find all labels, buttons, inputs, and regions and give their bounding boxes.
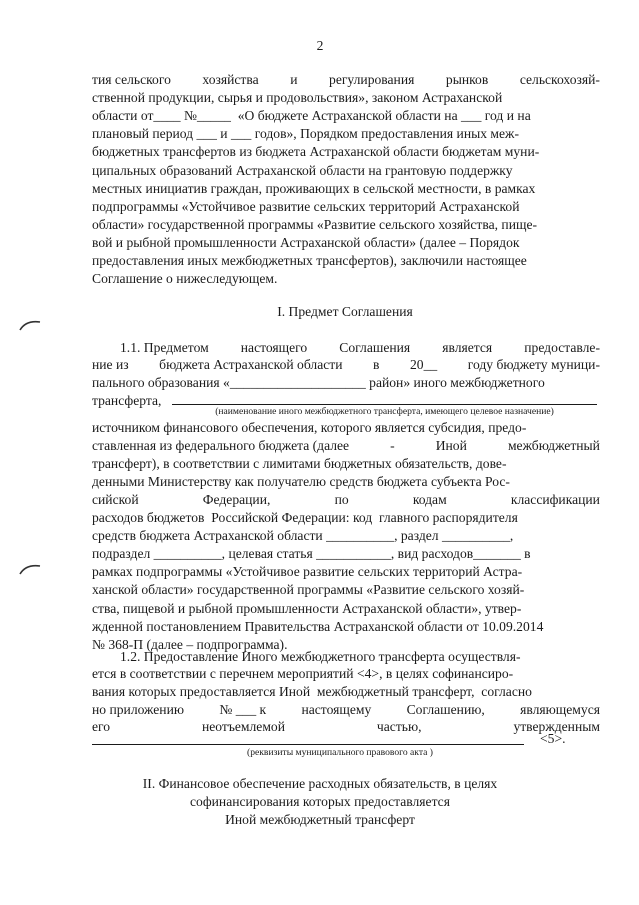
text-word: бюджета Астраханской области bbox=[159, 357, 343, 372]
text-word: № ___ к bbox=[219, 702, 267, 717]
text-word: году бюджету муници- bbox=[467, 357, 600, 372]
text-line bbox=[92, 719, 600, 735]
text-word: утвержденным bbox=[513, 719, 600, 734]
text-word: настоящего bbox=[240, 340, 308, 355]
text-word: ние из bbox=[92, 357, 129, 372]
text-word: настоящему bbox=[301, 702, 372, 717]
text-word: Соглашения bbox=[339, 340, 411, 355]
text-line: плановый период ___ и ___ годов», Порядком предоставления иных меж- bbox=[92, 126, 519, 142]
text-line: трансферта, bbox=[92, 393, 162, 408]
text-line: бюджетных трансфертов из бюджета Астраханской области бюджетам муни- bbox=[92, 144, 540, 160]
text-word: Иной bbox=[435, 438, 467, 454]
text-word: межбюджетный bbox=[507, 438, 600, 454]
section-2-title-line: II. Финансовое обеспечение расходных обязательств, в целях bbox=[142, 776, 498, 791]
text-line: ханской области» государственной программы «Развитие сельского хозяй- bbox=[92, 582, 525, 598]
text-line: области от____ №_____ «О бюджете Астраханской области на ___ год и на bbox=[92, 108, 531, 124]
text-word: 1.1. Предметом bbox=[120, 340, 209, 355]
text-line: предоставления иных межбюджетных трансфертов), заключили настоящее bbox=[92, 253, 527, 268]
text-word: неотъемлемой bbox=[201, 719, 286, 734]
text-word: и bbox=[290, 72, 298, 87]
text-word: являющемуся bbox=[520, 702, 600, 717]
text-word: Соглашению, bbox=[406, 702, 485, 717]
footnote-ref-5: <5>. bbox=[540, 731, 566, 746]
text-word: частью, bbox=[376, 719, 422, 734]
text-line: ственной продукции, сырья и продовольствия», законом Астраханской bbox=[92, 90, 503, 106]
text-line: ства, пищевой и рыбной промышленности Астраханской области», утвер- bbox=[92, 600, 522, 616]
text-word: тия сельского bbox=[92, 72, 171, 87]
text-line bbox=[92, 72, 600, 88]
act-requisites-caption: (реквизиты муниципального правового акта ) bbox=[247, 747, 433, 758]
text-line: подраздел __________, целевая статья ___________, вид расходов_______ в bbox=[92, 546, 531, 562]
text-line: № 368-П (далее – подпрограмма). bbox=[92, 636, 288, 652]
text-word: является bbox=[442, 340, 493, 355]
section-1-title: I. Предмет Соглашения bbox=[277, 304, 413, 319]
text-line bbox=[92, 702, 600, 718]
text-line bbox=[120, 340, 600, 356]
text-word: ставленная из федерального бюджета (далее bbox=[92, 438, 350, 454]
text-word: в bbox=[373, 357, 380, 372]
text-line: расходов бюджетов Российской Федерации: код главного распорядителя bbox=[92, 510, 518, 526]
text-word: сельскохозяй- bbox=[519, 72, 600, 87]
text-word: регулирования bbox=[329, 72, 415, 87]
text-line bbox=[92, 492, 600, 508]
text-line: 1.2. Предоставление Иного межбюджетного трансферта осуществля- bbox=[120, 649, 521, 664]
text-word: но приложению bbox=[92, 702, 185, 717]
text-word: хозяйства bbox=[202, 72, 259, 87]
text-line: пального образования «____________________ район» иного межбюджетного bbox=[92, 375, 545, 390]
text-line: ципальных образований Астраханской области на грантовую поддержку bbox=[92, 162, 513, 178]
margin-mark bbox=[18, 562, 44, 576]
transfer-name-caption: (наименование иного межбюджетного трансферта, имеющего целевое назначение) bbox=[215, 406, 554, 417]
margin-mark bbox=[18, 318, 44, 332]
section-2-title-line: Иной межбюджетный трансферт bbox=[225, 812, 415, 827]
text-line: ется в соответствии с перечнем мероприятий <4>, в целях софинансиро- bbox=[92, 666, 514, 681]
text-word: сийской bbox=[92, 492, 139, 508]
text-line: вой и рыбной промышленности Астраханской области» (далее – Порядок bbox=[92, 234, 520, 250]
transfer-name-line bbox=[172, 404, 597, 405]
text-line bbox=[92, 357, 600, 373]
act-requisites-line bbox=[92, 744, 524, 745]
text-line: рамках подпрограммы «Устойчивое развитие сельских территорий Астра- bbox=[92, 564, 523, 580]
text-word: 20__ bbox=[409, 357, 438, 372]
text-line: источником финансового обеспечения, которого является субсидия, предо- bbox=[92, 420, 527, 435]
text-line: средств бюджета Астраханской области __________, раздел __________, bbox=[92, 528, 514, 544]
text-word: его bbox=[92, 719, 111, 734]
text-line: вания которых предоставляется Иной межбюджетный трансферт, согласно bbox=[92, 684, 532, 699]
text-word: предоставле- bbox=[524, 340, 600, 355]
text-line bbox=[92, 438, 600, 454]
text-word: рынков bbox=[445, 72, 489, 87]
text-line: денными Министерству как получателю средств бюджета субъекта Рос- bbox=[92, 474, 510, 490]
text-line: области» государственной программы «Развитие сельского хозяйства, пище- bbox=[92, 216, 538, 232]
text-word: Федерации, bbox=[202, 492, 271, 508]
text-line: трансферт), в соответствии с лимитами бюджетных обязательств, дове- bbox=[92, 456, 507, 472]
text-word: по bbox=[334, 492, 349, 508]
page-number: 2 bbox=[316, 38, 324, 53]
text-word: кодам bbox=[412, 492, 447, 508]
section-2-title-line: софинансирования которых предоставляется bbox=[190, 794, 450, 809]
text-word: классификации bbox=[510, 492, 600, 508]
text-line: Соглашение о нижеследующем. bbox=[92, 271, 278, 287]
text-line: жденной постановлением Правительства Астраханской области от 10.09.2014 bbox=[92, 618, 544, 634]
text-word: - bbox=[390, 438, 395, 454]
text-line: подпрограммы «Устойчивое развитие сельских территорий Астраханской bbox=[92, 198, 520, 214]
text-line: местных инициатив граждан, проживающих в сельской местности, в рамках bbox=[92, 180, 536, 196]
